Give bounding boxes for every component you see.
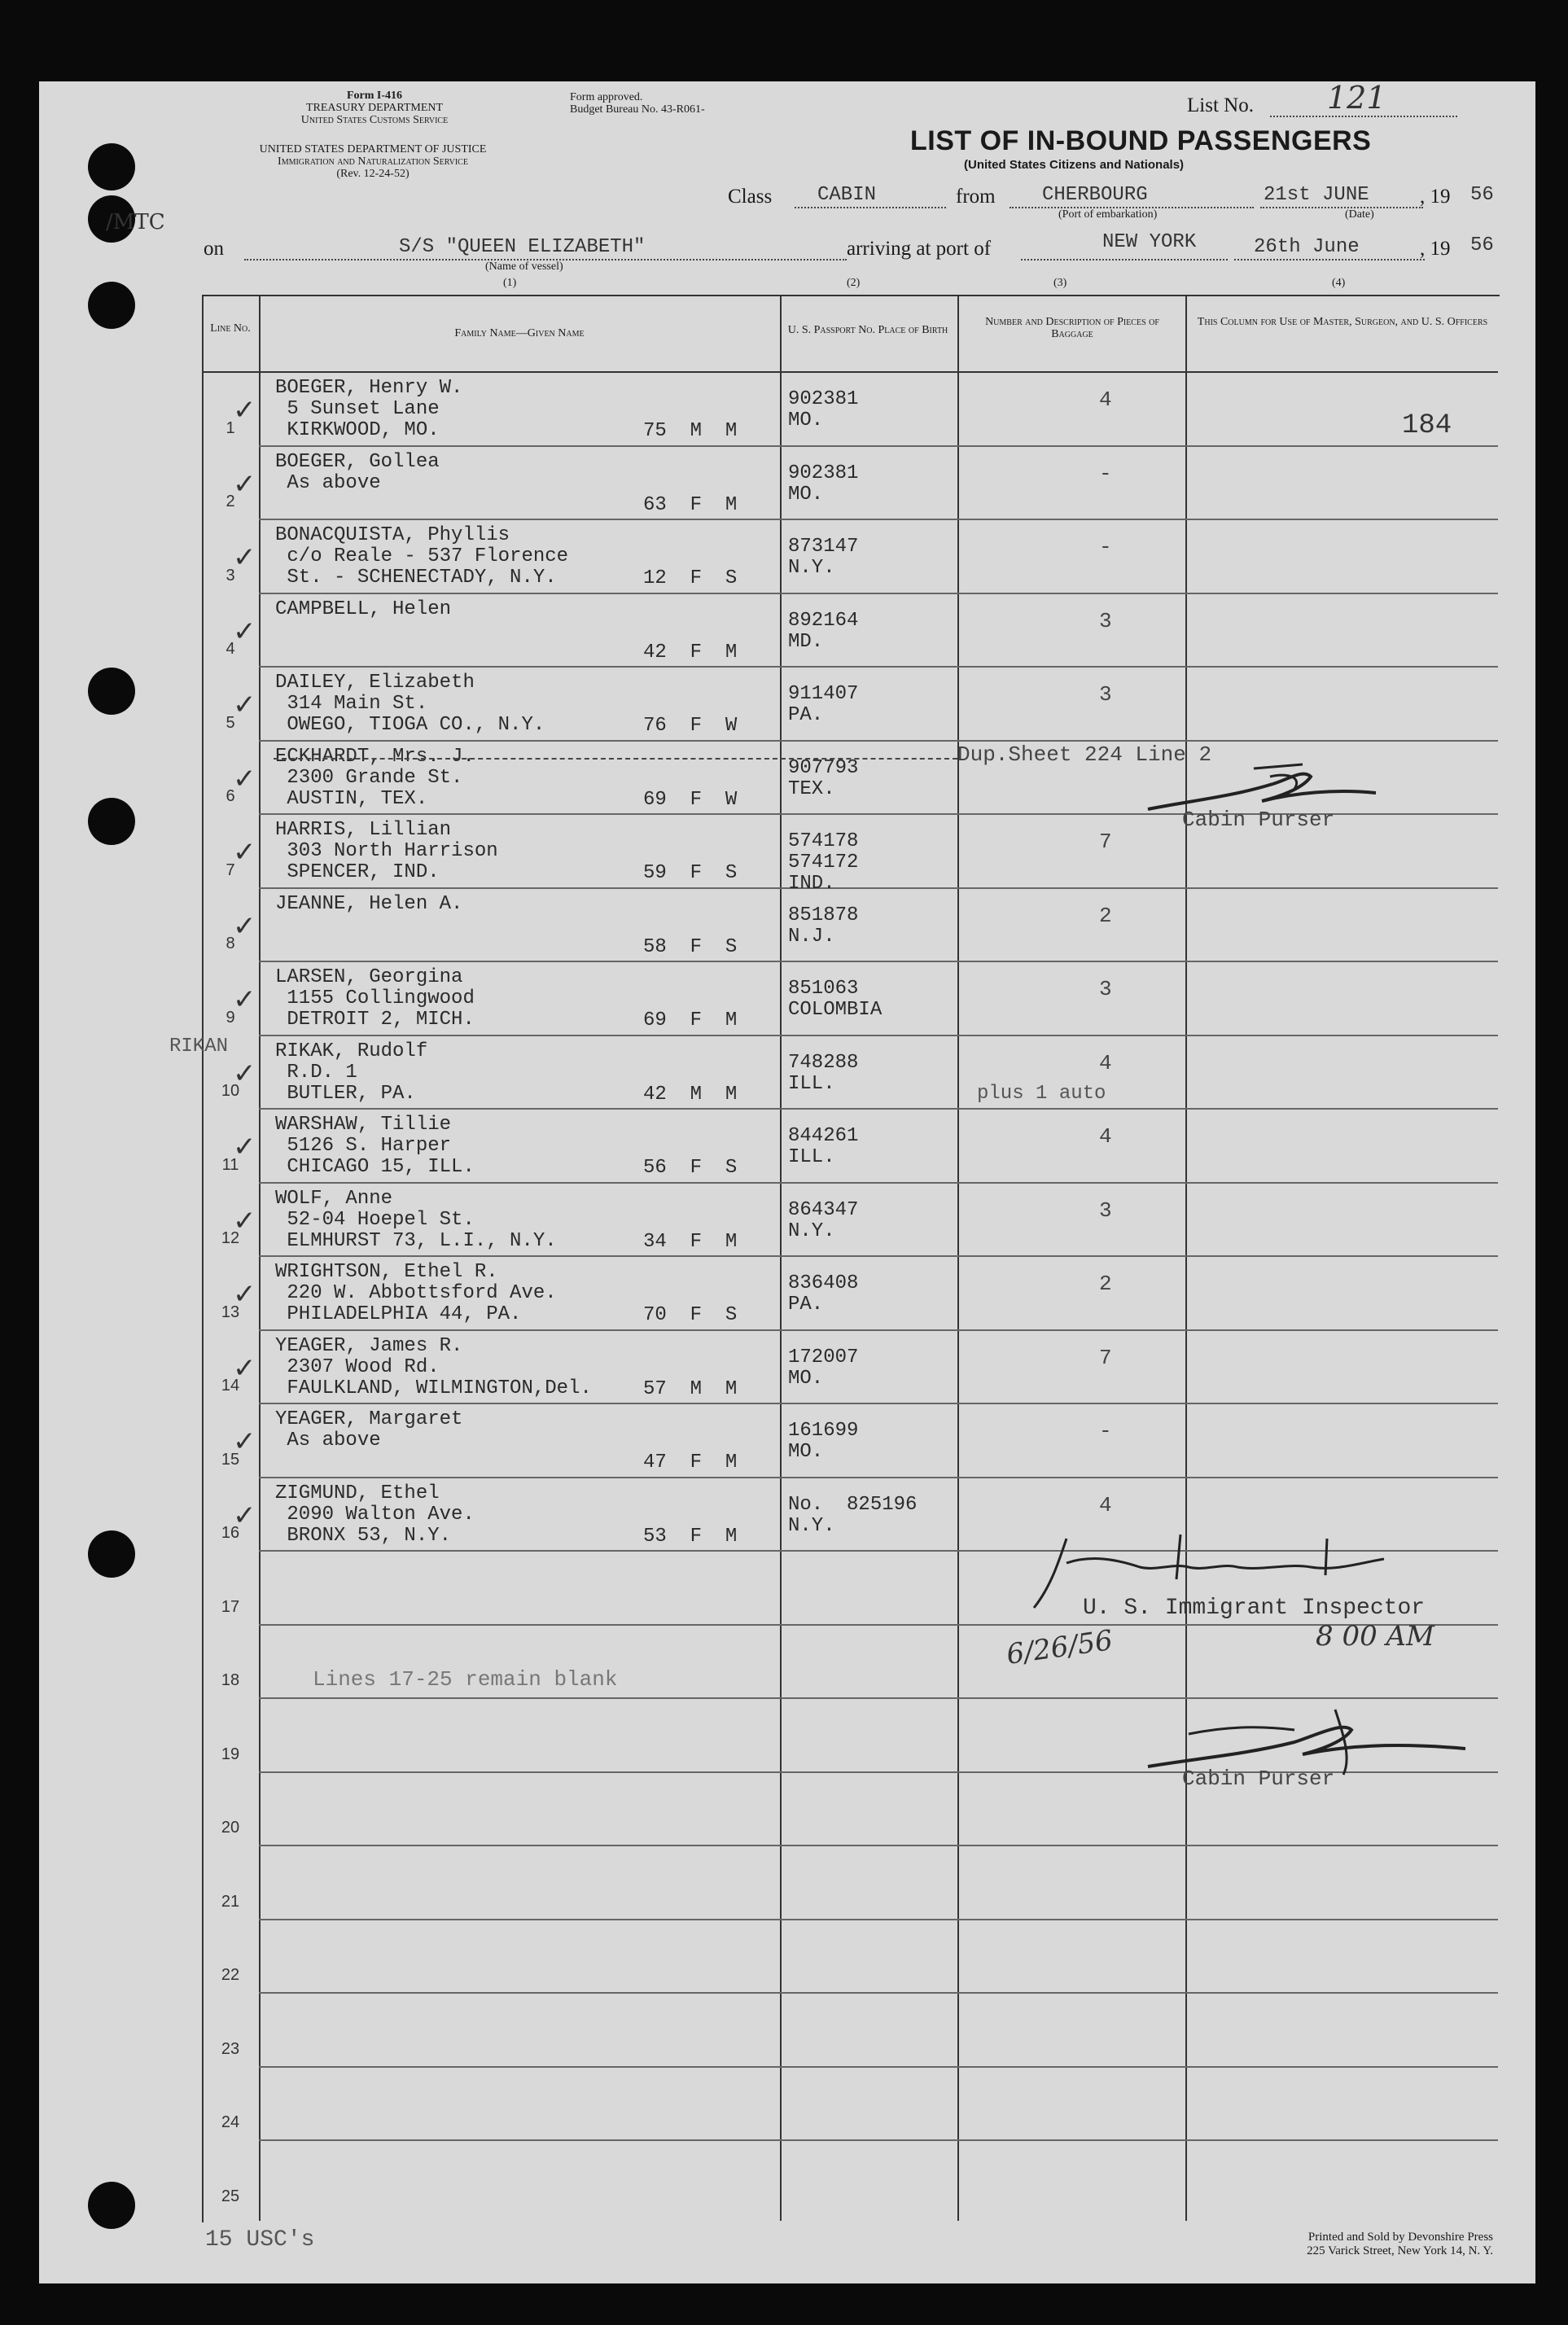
line-number: 13 (221, 1303, 240, 1321)
row-rule (259, 961, 1498, 962)
year-value: 56 (1470, 184, 1494, 206)
passport-place: 172007 MO. (788, 1346, 859, 1390)
row-rule (259, 887, 1498, 889)
binder-hole (88, 2182, 135, 2229)
line-number: 12 (221, 1229, 240, 1247)
baggage-count: 4 (1099, 1050, 1112, 1075)
col-header-passport: U. S. Passport No. Place of Birth (787, 324, 948, 336)
line-number: 14 (221, 1377, 240, 1395)
check-mark-icon: ✓ (233, 1131, 256, 1163)
line-number: 22 (221, 1966, 240, 1984)
passport-place: 161699 MO. (788, 1420, 859, 1463)
col-num-3: (3) (1053, 277, 1067, 289)
binder-hole (88, 668, 135, 715)
list-number: 121 (1327, 80, 1386, 116)
passenger-name: BOEGER, Henry W. 5 Sunset Lane KIRKWOOD, MO. (275, 377, 463, 441)
baggage-count: - (1099, 535, 1112, 559)
passport-place: 851878 N.J. (788, 904, 859, 948)
age-sex-marital: 42 M M (643, 1083, 738, 1106)
passport-place: 851063 COLOMBIA (788, 978, 883, 1021)
vessel-caption: (Name of vessel) (485, 261, 563, 273)
check-mark-icon: ✓ (233, 1499, 256, 1532)
class-value: CABIN (817, 184, 877, 206)
row-rule (259, 666, 1498, 668)
customs-service: United States Customs Service (300, 114, 449, 126)
col-num-4: (4) (1332, 277, 1346, 289)
row-rule (259, 445, 1498, 447)
baggage-count: 4 (1099, 388, 1112, 412)
col-divider (259, 295, 261, 2221)
passenger-name: RIKAK, Rudolf R.D. 1 BUTLER, PA. (275, 1040, 428, 1105)
baggage-count: 2 (1099, 1272, 1112, 1296)
from-value: CHERBOURG (1042, 184, 1148, 206)
page-title: LIST OF IN-BOUND PASSENGERS (910, 125, 1372, 156)
row-rule (259, 1035, 1498, 1036)
line-number: 3 (226, 566, 235, 585)
age-sex-marital: 76 F W (643, 715, 738, 737)
footer-left-note: 15 USC's (205, 2227, 315, 2253)
passenger-name: WARSHAW, Tillie 5126 S. Harper CHICAGO 15, ILL. (275, 1114, 475, 1178)
line-number: 17 (221, 1597, 240, 1616)
line-number: 18 (221, 1671, 240, 1689)
binder-hole (88, 143, 135, 190)
port-line (1021, 259, 1228, 261)
row-rule (259, 519, 1498, 520)
approval-note (570, 91, 705, 116)
binder-hole (88, 1530, 135, 1578)
line-number: 23 (221, 2039, 240, 2058)
age-sex-marital: 12 F S (643, 567, 738, 589)
row-rule (259, 1403, 1498, 1404)
baggage-count: 3 (1099, 1198, 1112, 1223)
binder-hole (88, 798, 135, 845)
line-number: 15 (221, 1450, 240, 1469)
age-sex-marital: 53 F M (643, 1525, 738, 1548)
line-number: 11 (221, 1155, 239, 1174)
age-sex-marital: 58 F S (643, 935, 738, 958)
class-line (795, 207, 946, 208)
baggage-count: 3 (1099, 682, 1112, 707)
line-number: 4 (226, 640, 235, 658)
check-mark-icon: ✓ (233, 836, 256, 869)
passenger-name: YEAGER, James R. 2307 Wood Rd. FAULKLAND, WILMINGTON,Del. (275, 1334, 592, 1399)
year-prefix: , 19 (1420, 186, 1451, 208)
form-number: Form I-416 (346, 90, 403, 102)
from-caption: (Port of embarkation) (1058, 208, 1158, 221)
vessel-name: S/S "QUEEN ELIZABETH" (399, 236, 646, 258)
passenger-name: ZIGMUND, Ethel 2090 Walton Ave. BRONX 53, N.Y. (275, 1482, 475, 1547)
rev-line: (Rev. 12-24-52) (336, 168, 410, 180)
line-number: 6 (226, 787, 235, 805)
passenger-name: ECKHARDT, Mrs. J. 2300 Grande St. AUSTIN, TEX. (275, 745, 475, 810)
check-mark-icon: ✓ (233, 1351, 256, 1385)
age-sex-marital: 70 F S (643, 1304, 738, 1326)
col-num-2: (2) (847, 277, 861, 289)
on-label: on (204, 238, 224, 260)
age-sex-marital: 56 F S (643, 1157, 738, 1179)
check-mark-icon: ✓ (233, 1278, 256, 1311)
margin-note: /MTC (106, 210, 165, 234)
header-rule (202, 371, 1498, 373)
check-mark-icon: ✓ (233, 1425, 256, 1458)
line-number: 7 (226, 860, 235, 879)
col-divider (1185, 295, 1187, 2221)
officer-mark: 184 (1402, 410, 1452, 441)
passenger-name: BOEGER, Gollea As above (275, 450, 440, 494)
baggage-count: 7 (1099, 830, 1112, 854)
line-number: 10 (221, 1082, 240, 1100)
baggage-count: 4 (1099, 1492, 1112, 1517)
passport-place: 902381 MO. (788, 462, 859, 506)
binder-hole (88, 282, 135, 329)
inspector-date: 6/26/56 (1004, 1624, 1115, 1671)
check-mark-icon: ✓ (233, 467, 256, 501)
line-number: 9 (226, 1008, 235, 1027)
age-sex-marital: 47 F M (643, 1451, 738, 1473)
cabin-purser-1: Cabin Purser (1182, 808, 1335, 832)
approval-line: Form approved. (570, 91, 643, 103)
age-sex-marital: 42 F M (643, 641, 738, 663)
row-rule (259, 1624, 1498, 1626)
passport-place: 574178 574172 IND. (788, 830, 859, 895)
passenger-name: CAMPBELL, Helen (275, 598, 452, 620)
line-number: 8 (226, 935, 235, 952)
col-num-1: (1) (503, 277, 517, 289)
passport-place: 864347 N.Y. (788, 1198, 859, 1242)
passenger-name: YEAGER, Margaret As above (275, 1408, 463, 1451)
age-sex-marital: 34 F M (643, 1230, 738, 1253)
passenger-name: HARRIS, Lillian 303 North Harrison SPENCER, IND. (275, 819, 498, 883)
passport-place: 844261 ILL. (788, 1125, 859, 1168)
line-number: 24 (221, 2113, 240, 2131)
passport-place: 892164 MD. (788, 609, 859, 653)
age-sex-marital: 69 F M (643, 1009, 738, 1031)
age-sex-marital: 63 F M (643, 493, 738, 516)
justice-line: UNITED STATES DEPARTMENT OF JUSTICE (259, 143, 487, 155)
line-number: 16 (221, 1524, 240, 1542)
col-header-line: Line No. (210, 322, 251, 335)
date-line (1260, 207, 1423, 208)
row-rule (259, 1255, 1498, 1257)
check-mark-icon: ✓ (233, 541, 256, 574)
row-rule (259, 2139, 1498, 2141)
passenger-name: DAILEY, Elizabeth 314 Main St. OWEGO, TIOGA CO., N.Y. (275, 672, 545, 736)
arrival-date: 26th June (1254, 236, 1360, 258)
port-name: NEW YORK (1102, 231, 1197, 253)
passport-place: 873147 N.Y. (788, 536, 859, 579)
row-rule (259, 1108, 1498, 1110)
treasury-dept: TREASURY DEPARTMENT (305, 102, 444, 114)
col-header-name: Family Name—Given Name (454, 327, 585, 339)
printer-credit (1200, 2231, 1493, 2258)
col-header-officers: This Column for Use of Master, Surgeon, and U. S. Officers (1197, 316, 1488, 328)
age-sex-marital: 69 F W (643, 788, 738, 811)
col-header-baggage: Number and Description of Pieces of Baggage (985, 316, 1159, 340)
passenger-name: WOLF, Anne 52-04 Hoepel St. ELMHURST 73, L.I., N.Y. (275, 1187, 557, 1252)
check-mark-icon: ✓ (233, 909, 256, 943)
arriving-label: arriving at port of (847, 238, 992, 260)
dup-strike-line (274, 758, 957, 760)
passenger-name: WRIGHTSON, Ethel R. 220 W. Abbottsford Ave. PHILADELPHIA 44, PA. (275, 1261, 557, 1325)
row-rule (259, 1919, 1498, 1920)
age-sex-marital: 57 M M (643, 1377, 738, 1400)
passenger-name: JEANNE, Helen A. (275, 892, 463, 915)
inspector-title: U. S. Immigrant Inspector (1083, 1596, 1426, 1621)
passport-place: 902381 MO. (788, 388, 859, 431)
passport-place: 911407 PA. (788, 683, 859, 726)
baggage-count: - (1099, 1419, 1112, 1443)
row-rule (259, 1845, 1498, 1846)
line-number: 5 (226, 713, 235, 732)
line-number: 1 (226, 418, 235, 437)
blank-lines-note: Lines 17-25 remain blank (313, 1667, 618, 1692)
arrival-year-prefix: , 19 (1420, 238, 1451, 260)
page-subtitle: (United States Citizens and Nationals) (964, 158, 1185, 172)
line-number: 25 (221, 2187, 240, 2205)
purser-signature-1 (1140, 752, 1384, 825)
check-mark-icon: ✓ (233, 762, 256, 795)
row-rule (259, 593, 1498, 594)
baggage-count: - (1099, 461, 1112, 486)
justice-dept (202, 143, 544, 180)
cabin-purser-2: Cabin Purser (1182, 1767, 1335, 1791)
check-mark-icon: ✓ (233, 1204, 256, 1237)
row-rule (259, 1182, 1498, 1184)
printer-line-1: Printed and Sold by Devonshire Press (1307, 2231, 1493, 2244)
arrival-date-line (1234, 259, 1425, 261)
passenger-name: LARSEN, Georgina 1155 Collingwood DETROIT 2, MICH. (275, 966, 475, 1031)
col-divider (780, 295, 782, 2221)
from-label: from (956, 186, 996, 208)
arrival-year: 56 (1470, 234, 1494, 256)
passenger-name: BONACQUISTA, Phyllis c/o Reale - 537 Florence St. - SCHENECTADY, N.Y. (275, 524, 569, 589)
row-rule (259, 2066, 1498, 2068)
plus-auto-note: plus 1 auto (977, 1083, 1106, 1105)
baggage-count: 4 (1099, 1124, 1112, 1149)
col-divider (957, 295, 959, 2221)
date-value: 21st JUNE (1264, 184, 1369, 206)
row-rule (259, 1329, 1498, 1331)
check-mark-icon: ✓ (233, 615, 256, 648)
rikan-note: RIKAN (169, 1036, 229, 1057)
check-mark-icon: ✓ (233, 689, 256, 721)
line-number: 21 (221, 1892, 240, 1911)
dup-sheet-note: Dup.Sheet 224 Line 2 (957, 742, 1212, 767)
baggage-count: 2 (1099, 903, 1112, 928)
budget-bureau: Budget Bureau No. 43-R061- (570, 103, 705, 116)
passport-place: 907793 TEX. (788, 756, 859, 800)
baggage-count: 3 (1099, 977, 1112, 1001)
check-mark-icon: ✓ (233, 1057, 256, 1090)
age-sex-marital: 59 F S (643, 862, 738, 884)
list-label: List No. (1187, 94, 1254, 116)
class-label: Class (728, 186, 773, 208)
printer-line-2: 225 Varick Street, New York 14, N. Y. (1307, 2244, 1493, 2257)
passport-place: No. 825196 N.Y. (788, 1493, 918, 1537)
passport-place: 748288 ILL. (788, 1051, 859, 1095)
form-meta (261, 90, 488, 126)
row-rule (259, 740, 1498, 742)
list-no-line (1270, 116, 1457, 117)
check-mark-icon: ✓ (233, 983, 256, 1016)
ins-line: Immigration and Naturalization Service (278, 155, 468, 168)
line-number: 19 (221, 1745, 240, 1763)
check-mark-icon: ✓ (233, 394, 256, 427)
line-number: 2 (226, 493, 235, 510)
row-rule (259, 1477, 1498, 1478)
passport-place: 836408 PA. (788, 1272, 859, 1316)
date-caption: (Date) (1345, 208, 1374, 221)
baggage-count: 3 (1099, 608, 1112, 633)
inspector-time: 8 00 AM (1316, 1620, 1434, 1653)
baggage-count: 7 (1099, 1345, 1112, 1370)
line-number: 20 (221, 1819, 240, 1837)
age-sex-marital: 75 M M (643, 420, 738, 442)
row-rule (259, 1992, 1498, 1994)
